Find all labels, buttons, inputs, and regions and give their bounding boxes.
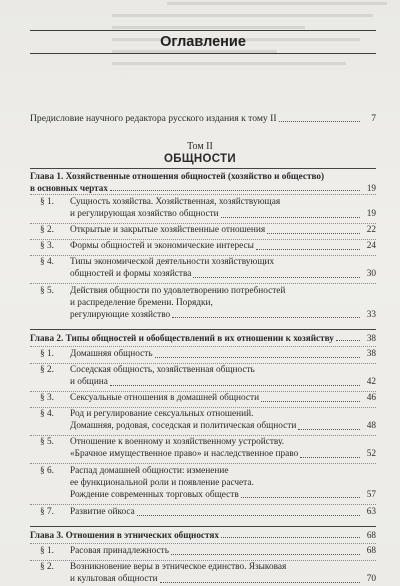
entry-separator	[30, 346, 376, 347]
chapter-page: 38	[366, 333, 376, 343]
entry-separator	[30, 560, 376, 561]
section-page: 52	[366, 448, 376, 459]
leader-dots	[155, 357, 360, 358]
section-entry[interactable]	[30, 409, 376, 433]
leader-dots	[336, 340, 360, 341]
leader-dots	[137, 515, 360, 516]
section-number: § 7.	[40, 507, 54, 517]
section-page: 19	[366, 208, 376, 219]
section-title: Сексуальные отношения в домашней общности	[70, 393, 260, 403]
leader-dots	[267, 233, 360, 234]
section-title: Действия общности по удовлетворению потребностей	[70, 286, 286, 296]
section-entry[interactable]	[30, 546, 376, 558]
section-page: 22	[366, 225, 376, 235]
section-title: Расовая принадлежность	[70, 546, 169, 556]
section-page: 46	[366, 393, 376, 403]
section-title-cont: ее функциональной роли и появление расчета.	[70, 477, 254, 488]
chapter-entry[interactable]	[30, 170, 376, 194]
section-title-cont: Домашняя, родовая, соседская и политическая общности	[70, 420, 297, 431]
chapter-entry[interactable]	[30, 529, 376, 541]
section-number: § 5.	[40, 286, 54, 296]
leader-dots	[261, 401, 360, 402]
leader-dots	[221, 217, 360, 218]
volume-label: Том II	[187, 141, 213, 152]
section-entry[interactable]	[30, 466, 376, 502]
leader-dots	[110, 190, 360, 191]
section-number: § 4.	[40, 257, 54, 267]
section-entry[interactable]	[30, 257, 376, 281]
entry-separator	[30, 363, 376, 364]
entry-separator	[30, 435, 376, 436]
section-number: § 4.	[40, 409, 54, 419]
section-entry[interactable]	[30, 393, 376, 405]
section-number: § 3.	[40, 241, 54, 251]
section-title-cont: «Брачное имущественное право» и наследственное право	[70, 448, 299, 459]
section-entry[interactable]	[30, 365, 376, 389]
section-entry[interactable]	[30, 437, 376, 461]
section-entry[interactable]	[30, 197, 376, 221]
show-through-text	[112, 2, 387, 122]
entry-separator	[30, 223, 376, 224]
leader-dots	[193, 277, 360, 278]
chapter-rule	[30, 329, 376, 330]
section-title-cont: и культовая общности	[70, 573, 158, 584]
section-number: § 1.	[40, 197, 54, 207]
leader-dots	[110, 385, 360, 386]
section-number: § 2.	[40, 562, 54, 572]
section-title-cont: и регулирующая хозяйство общности	[70, 208, 219, 219]
section-number: § 6.	[40, 466, 54, 476]
section-title: Отношение к военному и хозяйственному устройству.	[70, 437, 285, 447]
section-title: Развитие ойкоса	[70, 507, 135, 517]
entry-separator	[30, 463, 376, 464]
section-title: Распад домашней общности: изменение	[70, 466, 229, 476]
section-page: 24	[366, 241, 376, 251]
entry-separator	[30, 255, 376, 256]
section-title-cont: и распределение бремени. Порядки,	[70, 297, 213, 308]
chapter-title: Глава 3. Отношения в этнических общностях	[30, 530, 219, 540]
section-title: Род и регулирование сексуальных отношений.	[70, 409, 254, 419]
leader-dots	[172, 317, 360, 318]
entry-separator	[30, 194, 376, 195]
section-entry[interactable]	[30, 286, 376, 322]
section-page: 30	[366, 268, 376, 279]
section-entry[interactable]	[30, 562, 376, 586]
section-entry[interactable]	[30, 241, 376, 253]
leader-dots	[256, 249, 360, 250]
chapter-rule	[30, 526, 376, 527]
section-page: 68	[366, 546, 376, 556]
section-title: Возникновение веры в этническое единство. Языковая	[70, 562, 287, 572]
section-title: Сущность хозяйства. Хозяйственная, хозяйствующая	[70, 197, 281, 207]
section-title: Типы экономической деятельности хозяйствующих	[70, 257, 275, 267]
section-page: 63	[366, 507, 376, 517]
entry-separator	[30, 283, 376, 284]
heading-bar	[30, 30, 376, 54]
section-title-cont: и община	[70, 376, 108, 387]
chapter-title-cont: в основных чертах	[30, 183, 108, 193]
entry-separator	[30, 504, 376, 505]
section-title-cont: Рождение современных торговых обществ	[70, 489, 239, 500]
section-page: 48	[366, 420, 376, 431]
entry-separator	[30, 407, 376, 408]
leader-dots	[160, 582, 360, 583]
section-title: Открытые и закрытые хозяйственные отношения	[70, 225, 266, 235]
section-page: 42	[366, 376, 376, 387]
section-title: Домашняя общность	[70, 349, 153, 359]
section-title-cont: общностей и формы хозяйства	[70, 268, 192, 279]
chapter-title: Глава 1. Хозяйственные отношения общностей (хозяйство и общество)	[30, 171, 325, 181]
leader-dots	[298, 429, 360, 430]
section-number: § 5.	[40, 437, 54, 447]
leader-dots	[279, 112, 360, 122]
page-title: Оглавление	[160, 34, 246, 50]
chapter-entry[interactable]	[30, 332, 376, 344]
entry-separator	[30, 543, 376, 544]
section-number: § 1.	[40, 349, 54, 359]
preface-entry[interactable]	[30, 112, 376, 125]
section-page: 70	[366, 573, 376, 584]
preface-text: Предисловие научного редактора русского издания к тому II	[30, 113, 277, 124]
leader-dots	[171, 554, 360, 555]
section-page: 57	[366, 489, 376, 500]
chapter-rule	[30, 168, 376, 169]
section-entry[interactable]	[30, 225, 376, 237]
volume-subtitle: ОБЩНОСТИ	[164, 153, 236, 165]
leader-dots	[221, 537, 360, 538]
chapter-title: Глава 2. Типы общностей и обобществлений в их отношении к хозяйству	[30, 333, 334, 343]
section-page: 38	[366, 349, 376, 359]
section-number: § 2.	[40, 365, 54, 375]
section-page: 33	[366, 309, 376, 320]
section-title-cont: регулирующие хозяйство	[70, 309, 171, 320]
chapter-page: 68	[366, 530, 376, 540]
section-number: § 2.	[40, 225, 54, 235]
entry-separator	[30, 391, 376, 392]
section-entry[interactable]	[30, 507, 376, 519]
leader-dots	[300, 457, 360, 458]
chapter-page: 19	[366, 183, 376, 193]
section-title: Соседская общность, хозяйственная общность	[70, 365, 255, 375]
section-number: § 3.	[40, 393, 54, 403]
section-title: Формы общностей и экономические интересы	[70, 241, 254, 251]
section-number: § 1.	[40, 546, 54, 556]
entry-separator	[30, 239, 376, 240]
preface-page: 7	[371, 113, 376, 124]
leader-dots	[241, 497, 360, 498]
section-entry[interactable]	[30, 349, 376, 361]
